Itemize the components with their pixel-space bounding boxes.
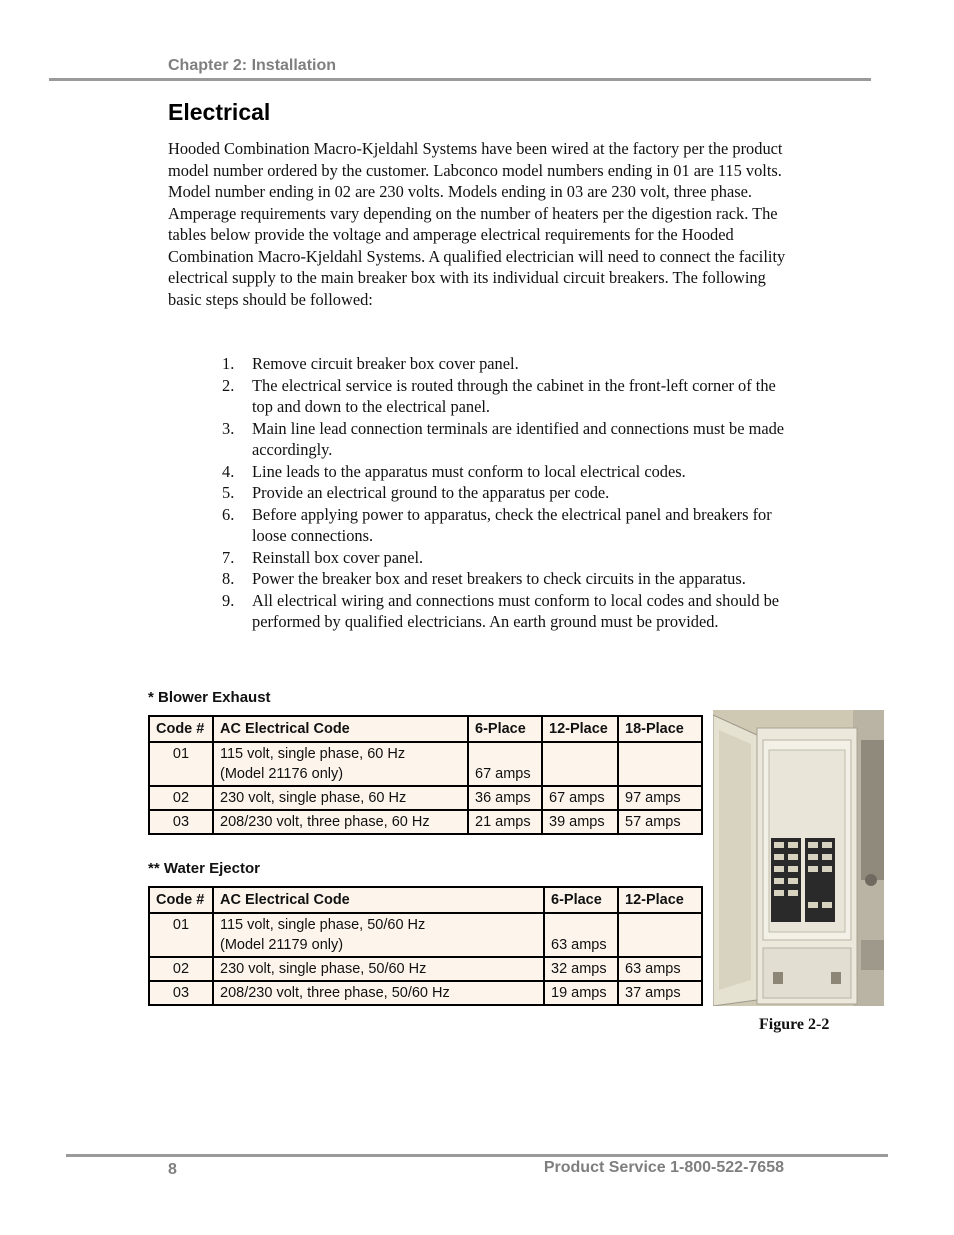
cell-code: 02 [149, 786, 213, 810]
cell-12-place [542, 742, 618, 786]
cell-code: 01 [149, 913, 213, 957]
step-number: 5. [222, 483, 235, 502]
step-item [222, 590, 792, 633]
cell-12-place: 39 amps [542, 810, 618, 834]
step-number: 3. [222, 418, 235, 438]
step-number: 2. [222, 375, 235, 395]
intro-paragraph: Hooded Combination Macro-Kjeldahl Systems have been wired at the factory per the product model number ordered by the customer. Labconco model numbers ending in 01 are 115 volts. Model number ending in 02 are 230 volts. Models ending in 03 are 230 volt, three phase. Amperage requirements vary depending on the number of heaters per the digestion rack. The tables below provide the voltage and amperage electrical requirements for the Hooded Combination Macro-Kjeldahl Systems. A qualified electrician will need to connect the facility electrical supply to the main breaker box with its individual circuit breakers. The following basic steps should be followed: [168, 139, 786, 309]
footer-divider [66, 1154, 888, 1157]
col-header-6-place: 6-Place [468, 716, 542, 742]
col-header-12-place: 12-Place [542, 716, 618, 742]
table-row [149, 742, 702, 786]
cell-ac-code: 115 volt, single phase, 60 Hz (Model 21176 only) [213, 742, 468, 786]
step-number: 8. [222, 569, 235, 588]
cell-code: 02 [149, 957, 213, 981]
water-ejector-title: ** Water Ejector [148, 860, 260, 877]
step-text: The electrical service is routed through the cabinet in the front-left corner of the top and down to the electrical panel. [252, 375, 776, 416]
cell-12-place: 63 amps [618, 957, 702, 981]
figure-caption: Figure 2-2 [759, 1016, 830, 1033]
cell-18-place: 97 amps [618, 786, 702, 810]
cell-6-place: 21 amps [468, 810, 542, 834]
step-number: 6. [222, 504, 235, 524]
step-item [222, 375, 792, 418]
step-item [222, 547, 792, 569]
col-header-6-place: 6-Place [544, 887, 618, 913]
breaker-box-photo [713, 710, 884, 1006]
header-divider [49, 78, 871, 81]
step-item [222, 461, 792, 483]
table-row [149, 981, 702, 1005]
table-header-row [149, 716, 702, 742]
step-number: 1. [222, 354, 235, 373]
col-header-ac-code: AC Electrical Code [213, 887, 544, 913]
cell-12-place: 37 amps [618, 981, 702, 1005]
step-item [222, 568, 792, 590]
step-text: Provide an electrical ground to the apparatus per code. [252, 483, 610, 502]
col-header-code: Code # [149, 887, 213, 913]
step-text: Before applying power to apparatus, check the electrical panel and breakers for loose connections. [252, 504, 772, 545]
cell-6-place: 36 amps [468, 786, 542, 810]
step-item [222, 418, 792, 461]
cell-code: 01 [149, 742, 213, 786]
step-text: Power the breaker box and reset breakers to check circuits in the apparatus. [252, 569, 746, 588]
step-text: Main line lead connection terminals are identified and connections must be made accordingly. [252, 418, 785, 459]
cell-ac-code: 208/230 volt, three phase, 50/60 Hz [213, 981, 544, 1005]
page-number: 8 [168, 1161, 177, 1178]
cell-ac-code: 230 volt, single phase, 50/60 Hz [213, 957, 544, 981]
cell-6-place: 32 amps [544, 957, 618, 981]
cell-12-place: 67 amps [542, 786, 618, 810]
step-text: Line leads to the apparatus must conform to local electrical codes. [252, 461, 686, 481]
installation-steps [222, 353, 792, 633]
cell-18-place: 57 amps [618, 810, 702, 834]
breaker-box-illustration [713, 710, 884, 1006]
cell-6-place: 19 amps [544, 981, 618, 1005]
cell-code: 03 [149, 981, 213, 1005]
table-row [149, 786, 702, 810]
step-text: Reinstall box cover panel. [252, 547, 424, 567]
step-number: 9. [222, 590, 235, 610]
blower-exhaust-table [148, 715, 703, 835]
cell-ac-code: 208/230 volt, three phase, 60 Hz [213, 810, 468, 834]
blower-exhaust-title: * Blower Exhaust [148, 689, 271, 706]
cell-ac-code: 230 volt, single phase, 60 Hz [213, 786, 468, 810]
section-title: Electrical [168, 99, 271, 125]
product-service-phone: Product Service 1-800-522-7658 [543, 1159, 784, 1176]
table-row [149, 810, 702, 834]
col-header-12-place: 12-Place [618, 887, 702, 913]
col-header-ac-code: AC Electrical Code [213, 716, 468, 742]
table-header-row [149, 887, 702, 913]
cell-6-place: 63 amps [544, 913, 618, 957]
col-header-code: Code # [149, 716, 213, 742]
cell-18-place [618, 742, 702, 786]
cell-12-place [618, 913, 702, 957]
step-number: 7. [222, 547, 235, 567]
step-item [222, 353, 792, 375]
col-header-18-place: 18-Place [618, 716, 702, 742]
step-text: All electrical wiring and connections must conform to local codes and should be performed by qualified electricians. An earth ground must be provided. [252, 590, 780, 631]
step-number: 4. [222, 461, 235, 481]
table-row [149, 913, 702, 957]
chapter-header: Chapter 2: Installation [168, 57, 337, 74]
cell-6-place: 67 amps [468, 742, 542, 786]
step-item [222, 504, 792, 547]
step-item [222, 482, 792, 504]
cell-code: 03 [149, 810, 213, 834]
table-row [149, 957, 702, 981]
cell-ac-code: 115 volt, single phase, 50/60 Hz (Model 21179 only) [213, 913, 544, 957]
step-text: Remove circuit breaker box cover panel. [252, 354, 519, 373]
water-ejector-table [148, 886, 703, 1006]
